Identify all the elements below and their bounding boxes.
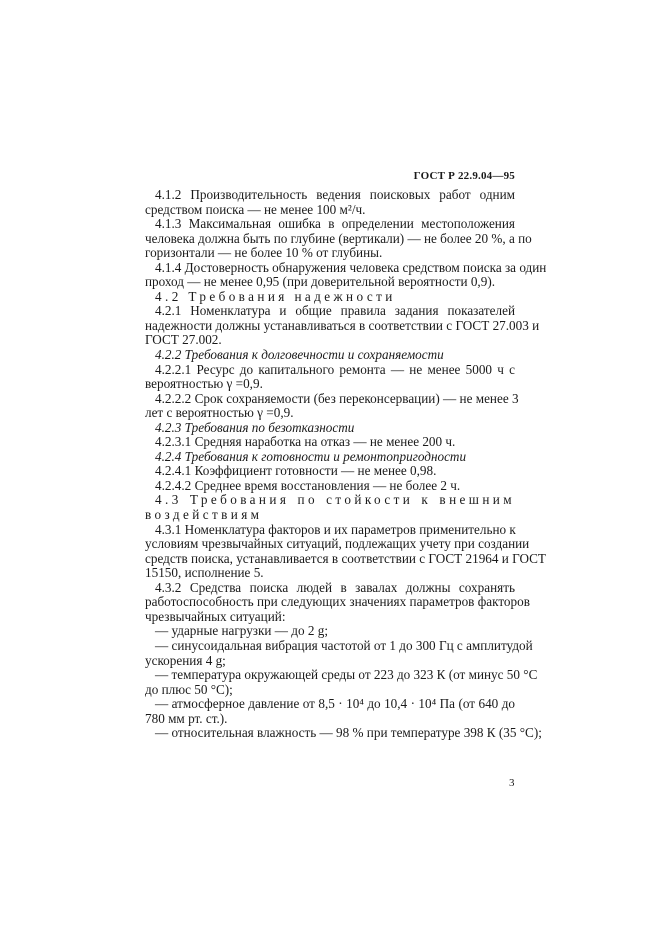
paragraph	[145, 725, 542, 741]
document-body	[145, 187, 547, 741]
text-line: проход — не менее 0,95 (при доверительной вероятности 0,9).	[145, 274, 496, 290]
paragraph	[145, 579, 530, 625]
text-line: вероятностью γ =0,9.	[145, 376, 263, 392]
text-line: горизонтали — не более 10 % от глубины.	[145, 245, 383, 261]
text-line: 4.2.4.1 Коэффициент готовности — не менее 0,98.	[155, 463, 437, 479]
paragraph	[145, 624, 515, 639]
text-line: 780 мм рт. ст.).	[145, 710, 228, 726]
text-line: надежности должны устанавливаться в соответствии с ГОСТ 27.003 и	[145, 317, 540, 333]
paragraph	[145, 435, 515, 450]
text-line: 4.2.3.1 Средняя наработка на отказ — не менее 200 ч.	[155, 434, 456, 450]
paragraph	[145, 390, 519, 421]
text-line: 15150, исполнение 5.	[145, 565, 264, 581]
paragraph	[145, 697, 515, 726]
subsection-heading	[145, 348, 515, 363]
text-line: чрезвычайных ситуаций:	[145, 608, 286, 624]
paragraph	[145, 259, 547, 290]
text-line: до плюс 50 °С);	[145, 681, 233, 697]
subsection-heading	[145, 421, 515, 436]
paragraph	[145, 464, 515, 479]
text-line: условиям чрезвычайных ситуаций, подлежащих учету при создании	[145, 536, 530, 552]
paragraph	[145, 303, 540, 348]
text-line: — ударные нагрузки — до 2 g;	[155, 623, 329, 639]
text-line: 4.3.2 Средства поиска людей в завалах должны сохранять	[155, 579, 515, 595]
text-line: 4.1.4 Достоверность обнаружения человека средством поиска за один	[155, 259, 547, 275]
paragraph	[145, 216, 532, 261]
section-heading	[145, 290, 515, 305]
text-line: 4.2.2.2 Срок сохраняемости (без переконсервации) — не менее 3	[155, 390, 519, 406]
text-line: 4.1.2 Производительность ведения поисковых работ одним	[155, 187, 515, 202]
text-line: 4.3.1 Номенклатура факторов и их параметров применительно к	[155, 521, 516, 537]
document-code-header: ГОСТ Р 22.9.04—95	[413, 170, 515, 182]
paragraph	[145, 667, 538, 697]
text-line: 4.2.1 Номенклатура и общие правила задания показателей	[155, 303, 515, 319]
page-number: 3	[509, 777, 515, 789]
paragraph	[145, 479, 515, 494]
subsection-heading	[145, 450, 515, 465]
paragraph	[145, 521, 546, 581]
text-line: 4.1.3 Максимальная ошибка в определении местоположения	[155, 216, 515, 232]
section-heading	[145, 493, 515, 522]
text-line: 4.3 Требования по стойкости к внешним	[155, 492, 515, 508]
text-line: — относительная влажность — 98 % при температуре 398 К (35 °С);	[155, 725, 542, 741]
text-line: средством поиска — не менее 100 м²/ч.	[145, 201, 366, 217]
paragraph	[145, 637, 533, 668]
text-line: 4.2.2 Требования к долговечности и сохраняемости	[155, 347, 444, 363]
text-line: 4.2 Требования надежности	[155, 288, 396, 304]
text-line: работоспособность при следующих значениях параметров факторов	[145, 594, 530, 610]
text-line: 4.2.2.1 Ресурс до капитального ремонта — не менее 5000 ч с	[155, 361, 515, 377]
text-line: человека должна быть по глубине (вертикали) — не более 20 %, а по	[145, 230, 532, 246]
text-line: 4.2.4 Требования к готовности и ремонтопригодности	[155, 448, 467, 464]
text-line: ускорения 4 g;	[145, 652, 226, 668]
text-line: 4.2.4.2 Среднее время восстановления — не более 2 ч.	[155, 477, 461, 493]
text-line: лет с вероятностью γ =0,9.	[145, 405, 294, 421]
text-line: средств поиска, устанавливается в соответствии с ГОСТ 21964 и ГОСТ	[145, 550, 546, 566]
text-line: — атмосферное давление от 8,5 · 10⁴ до 10,4 · 10⁴ Па (от 640 до	[155, 696, 515, 712]
paragraph	[145, 188, 515, 217]
text-line: 4.2.3 Требования по безотказности	[155, 419, 355, 435]
text-line: — температура окружающей среды от 223 до 323 К (от минус 50 °С	[155, 667, 538, 683]
text-line: ГОСТ 27.002.	[145, 332, 222, 348]
text-line: — синусоидальная вибрация частотой от 1 до 300 Гц с амплитудой	[155, 637, 533, 653]
text-line: воздействиям	[145, 507, 263, 523]
paragraph	[145, 363, 515, 392]
